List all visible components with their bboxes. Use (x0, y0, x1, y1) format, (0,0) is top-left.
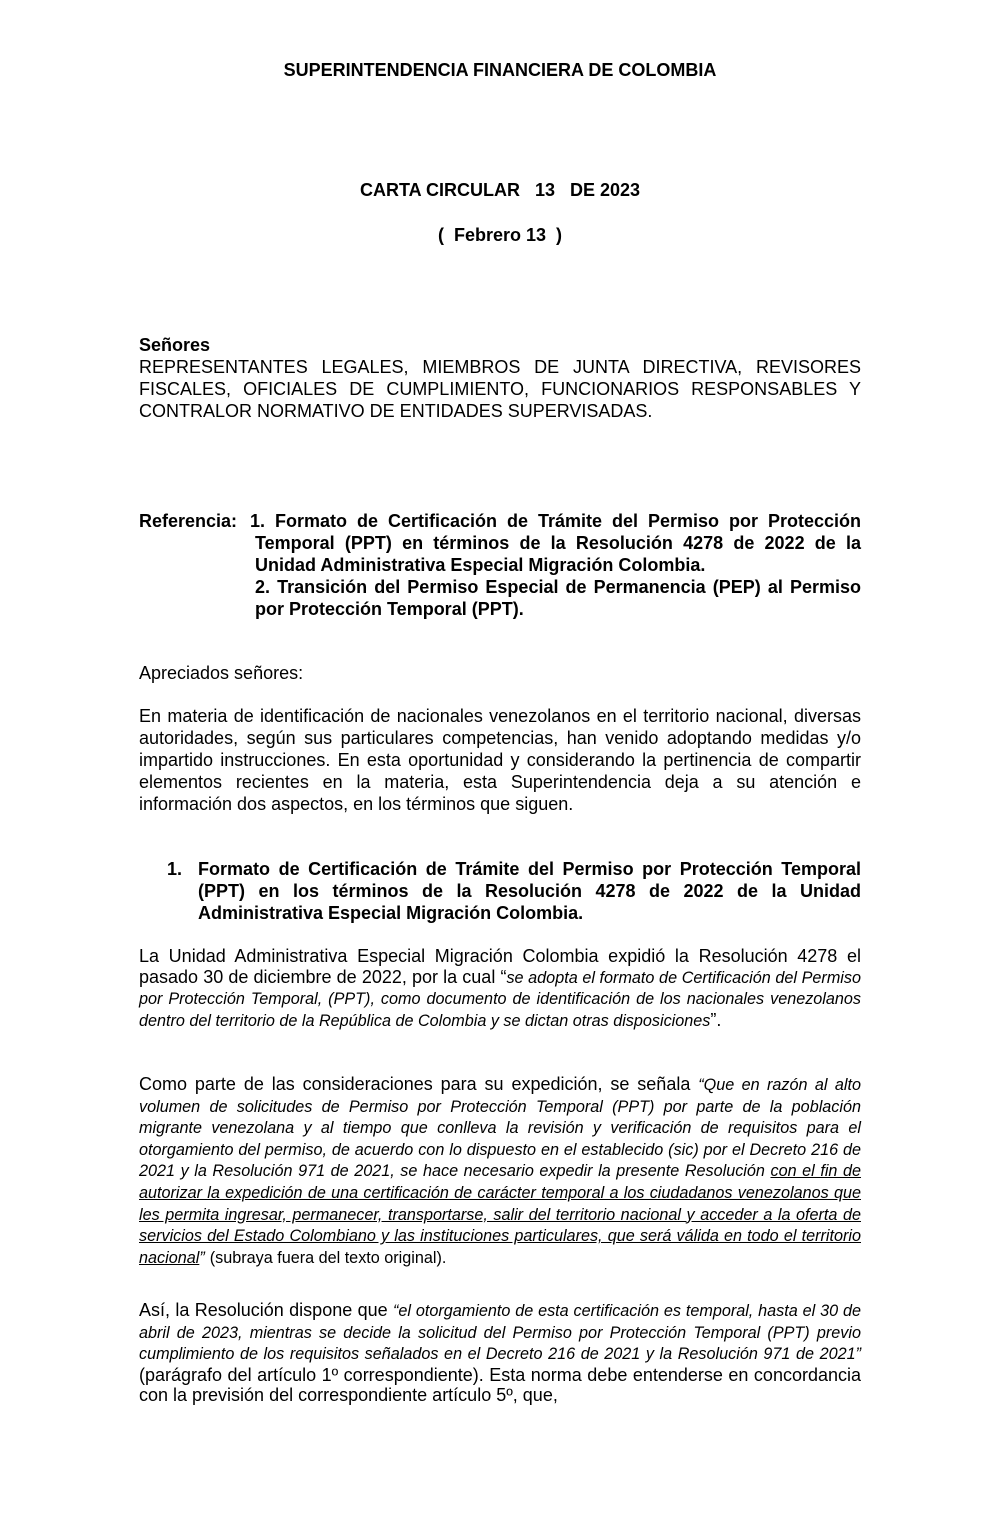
paragraph-considerations-quote: “Que en razón al alto volumen de solicitudes de Permiso por Protección Temporal (PPT) por parte de la población migrante venezolana y al tiempo que conlleva la revisión y verificación de requisitos para el otorgamiento del permiso, de acuerdo con lo dispuesto en el establecido (sic) por el Decreto 216 de 2021 y la Resolución 971 de 2021, se hace necesario expedir la presente Resolución (139, 1076, 861, 1181)
paragraph-resolution-quote: se adopta el formato de Certificación del Permiso por Protección Temporal, (PPT), como documento de identificación de los nacionales venezolanos dentro del territorio de la República de Colombia y se dictan otras disposiciones (139, 968, 861, 1030)
paragraph-resolution-tail: ”. (710, 1009, 722, 1030)
reference-item-2: 2. Transición del Permiso Especial de Permanencia (PEP) al Permiso por Protección Temporal (PPT). (255, 577, 861, 619)
paragraph-considerations-lead: Como parte de las consideraciones para su expedición, se señala (139, 1074, 699, 1094)
addressee-block (139, 334, 861, 422)
paragraph-disposition (139, 1300, 861, 1406)
greeting: Apreciados señores: (139, 663, 304, 683)
reference-label: Referencia: (139, 511, 238, 531)
section-1-number: 1. (167, 859, 183, 879)
paragraph-disposition-lead: Así, la Resolución dispone que (139, 1300, 393, 1320)
circular-title: CARTA CIRCULAR 13 DE 2023 (359, 180, 641, 200)
reference-block (139, 510, 861, 620)
reference-item-1: 1. Formato de Certificación de Trámite del Permiso por Protección Temporal (PPT) en términos de la Resolución 4278 de 2022 de la Unidad Administrativa Especial Migración Colombia. (250, 511, 861, 575)
paragraph-considerations-quote-close: ” (199, 1248, 205, 1267)
paragraph-resolution-lead: La Unidad Administrativa Especial Migración Colombia expidió la Resolución 4278 el pasado 30 de diciembre de 2022, por la cual “ (139, 946, 861, 987)
circular-date: ( Febrero 13 ) (437, 225, 563, 245)
intro-paragraph: En materia de identificación de nacionales venezolanos en el territorio nacional, diversas autoridades, según sus particulares competencias, han venido adoptando medidas y/o impartido instrucciones. En esta oportunidad y considerando la pertinencia de compartir elementos recientes en la materia, esta Superintendencia deja a su atención e información dos aspectos, en los términos que siguen. (139, 706, 861, 814)
section-1-title: Formato de Certificación de Trámite del Permiso por Protección Temporal (PPT) en los términos de la Resolución 4278 de 2022 de la Unidad Administrativa Especial Migración Colombia. (198, 859, 861, 923)
paragraph-considerations (139, 1074, 861, 1268)
paragraph-considerations-underlined: con el fin de autorizar la expedición de una certificación de carácter temporal a los ciudadanos venezolanos que les permita ingresar, permanecer, transportarse, salir del territorio nacional y acceder a la oferta de servicios del Estado Colombiano y las instituciones particulares, que será válida en todo el territorio nacional (139, 1162, 862, 1267)
salutation-title: Señores (139, 335, 211, 355)
paragraph-resolution (139, 946, 861, 1031)
section-1-heading (167, 858, 861, 924)
recipients-list: REPRESENTANTES LEGALES, MIEMBROS DE JUNTA DIRECTIVA, REVISORES FISCALES, OFICIALES DE CUMPLIMIENTO, FUNCIONARIOS RESPONSABLES Y CONTRALOR NORMATIVO DE ENTIDADES SUPERVISADAS. (139, 357, 861, 421)
paragraph-considerations-note: (subraya fuera del texto original). (209, 1248, 447, 1267)
paragraph-disposition-tail: (parágrafo del artículo 1º correspondiente). Esta norma debe entenderse en concordancia con la previsión del correspondiente artículo 5º, que, (139, 1364, 861, 1406)
paragraph-disposition-quote: “el otorgamiento de esta certificación es temporal, hasta el 30 de abril de 2023, mientras se decide la solicitud del Permiso por Protección Temporal (PPT) previo cumplimiento de los requisitos señalados en el Decreto 216 de 2021 y la Resolución 971 de 2021” (139, 1302, 861, 1364)
organization-header: SUPERINTENDENCIA FINANCIERA DE COLOMBIA (283, 60, 717, 80)
